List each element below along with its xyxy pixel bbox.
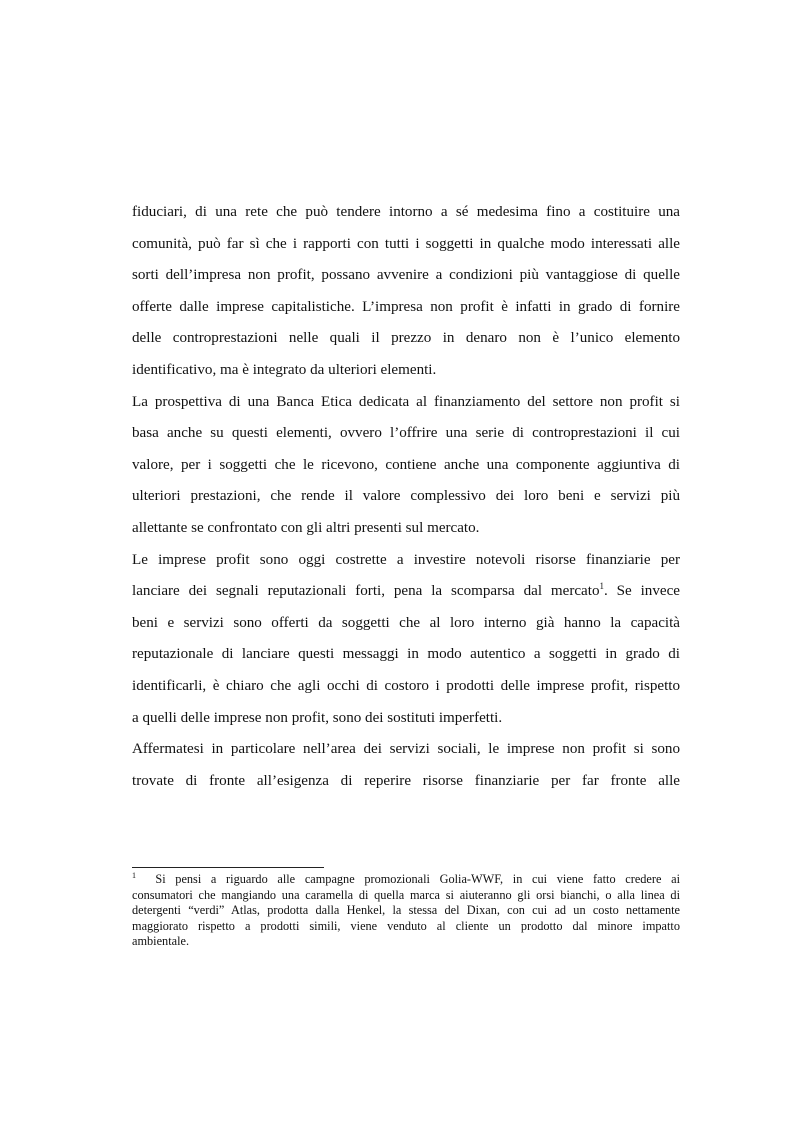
text-line: ulteriori prestazioni, che rende il valore complessivo dei loro beni e servizi più xyxy=(132,488,680,505)
text-segment: Si pensi a riguardo alle campagne promozionali Golia-WWF, in cui viene fatto credere ai xyxy=(155,872,680,886)
paragraph-1 xyxy=(132,197,680,387)
text-line: identificativo, ma è integrato da ulteriori elementi. xyxy=(132,361,437,378)
paragraph-4 xyxy=(132,734,680,797)
text-line: fiduciari, di una rete che può tendere intorno a sé medesima fino a costituire una xyxy=(132,204,680,220)
footnote-reference[interactable]: 1 xyxy=(599,581,604,592)
paragraph-2 xyxy=(132,387,680,545)
body-text xyxy=(132,197,680,797)
text-line: valore, per i soggetti che le ricevono, contiene anche una componente aggiuntiva di xyxy=(132,456,680,473)
footnote-line: ambientale. xyxy=(132,934,190,949)
text-line: delle controprestazioni nelle quali il prezzo in denaro non è l’unico elemento xyxy=(132,330,680,347)
text-line: basa anche su questi elementi, ovvero l’offrire una serie di controprestazioni il cui xyxy=(132,425,680,442)
text-segment: . Se invece xyxy=(604,583,680,600)
paragraph-3 xyxy=(132,545,680,735)
footnote-line xyxy=(132,872,680,888)
footnote-number: 1 xyxy=(132,871,136,880)
text-line: Affermatesi in particolare nell’area dei servizi sociali, le imprese non profit si sono xyxy=(132,741,680,758)
text-line: reputazionale di lanciare questi messaggi in modo autentico a soggetti in grado di xyxy=(132,646,680,663)
text-line: offerte dalle imprese capitalistiche. L’impresa non profit è infatti in grado di fornire xyxy=(132,298,680,315)
text-line: beni e servizi sono offerti da soggetti che al loro interno già hanno la capacità xyxy=(132,614,680,631)
text-line-with-footnote-ref xyxy=(132,576,680,608)
footnote-line: maggiorato rispetto a prodotti simili, viene venduto al cliente un prodotto dal minore impatto xyxy=(132,918,680,933)
text-line: a quelli delle imprese non profit, sono dei sostituti imperfetti. xyxy=(132,709,503,726)
text-line: La prospettiva di una Banca Etica dedicata al finanziamento del settore non profit si xyxy=(132,393,680,410)
text-line: comunità, può far sì che i rapporti con tutti i soggetti in qualche modo interessati alle xyxy=(132,235,680,252)
text-line: allettante se confrontato con gli altri presenti sul mercato. xyxy=(132,519,480,536)
text-line: sorti dell’impresa non profit, possano avvenire a condizioni più vantaggiose di quelle xyxy=(132,267,680,284)
footnote xyxy=(132,872,680,950)
text-line: identificarli, è chiaro che agli occhi di costoro i prodotti delle imprese profit, rispetto xyxy=(132,677,680,694)
footnote-separator xyxy=(132,867,324,868)
text-line: Le imprese profit sono oggi costrette a investire notevoli risorse finanziarie per xyxy=(132,551,680,568)
footnote-line: consumatori che mangiando una caramella di quella marca si aiuteranno gli orsi bianchi, o alla linea di xyxy=(132,887,680,902)
footnote-line: detergenti “verdi” Atlas, prodotta dalla Henkel, la stessa del Dixan, con cui ad un costo nettamente xyxy=(132,903,680,918)
text-line: trovate di fronte all’esigenza di reperire risorse finanziarie per far fronte alle xyxy=(132,772,680,789)
text-segment: lanciare dei segnali reputazionali forti, pena la scomparsa dal mercato xyxy=(132,583,600,600)
